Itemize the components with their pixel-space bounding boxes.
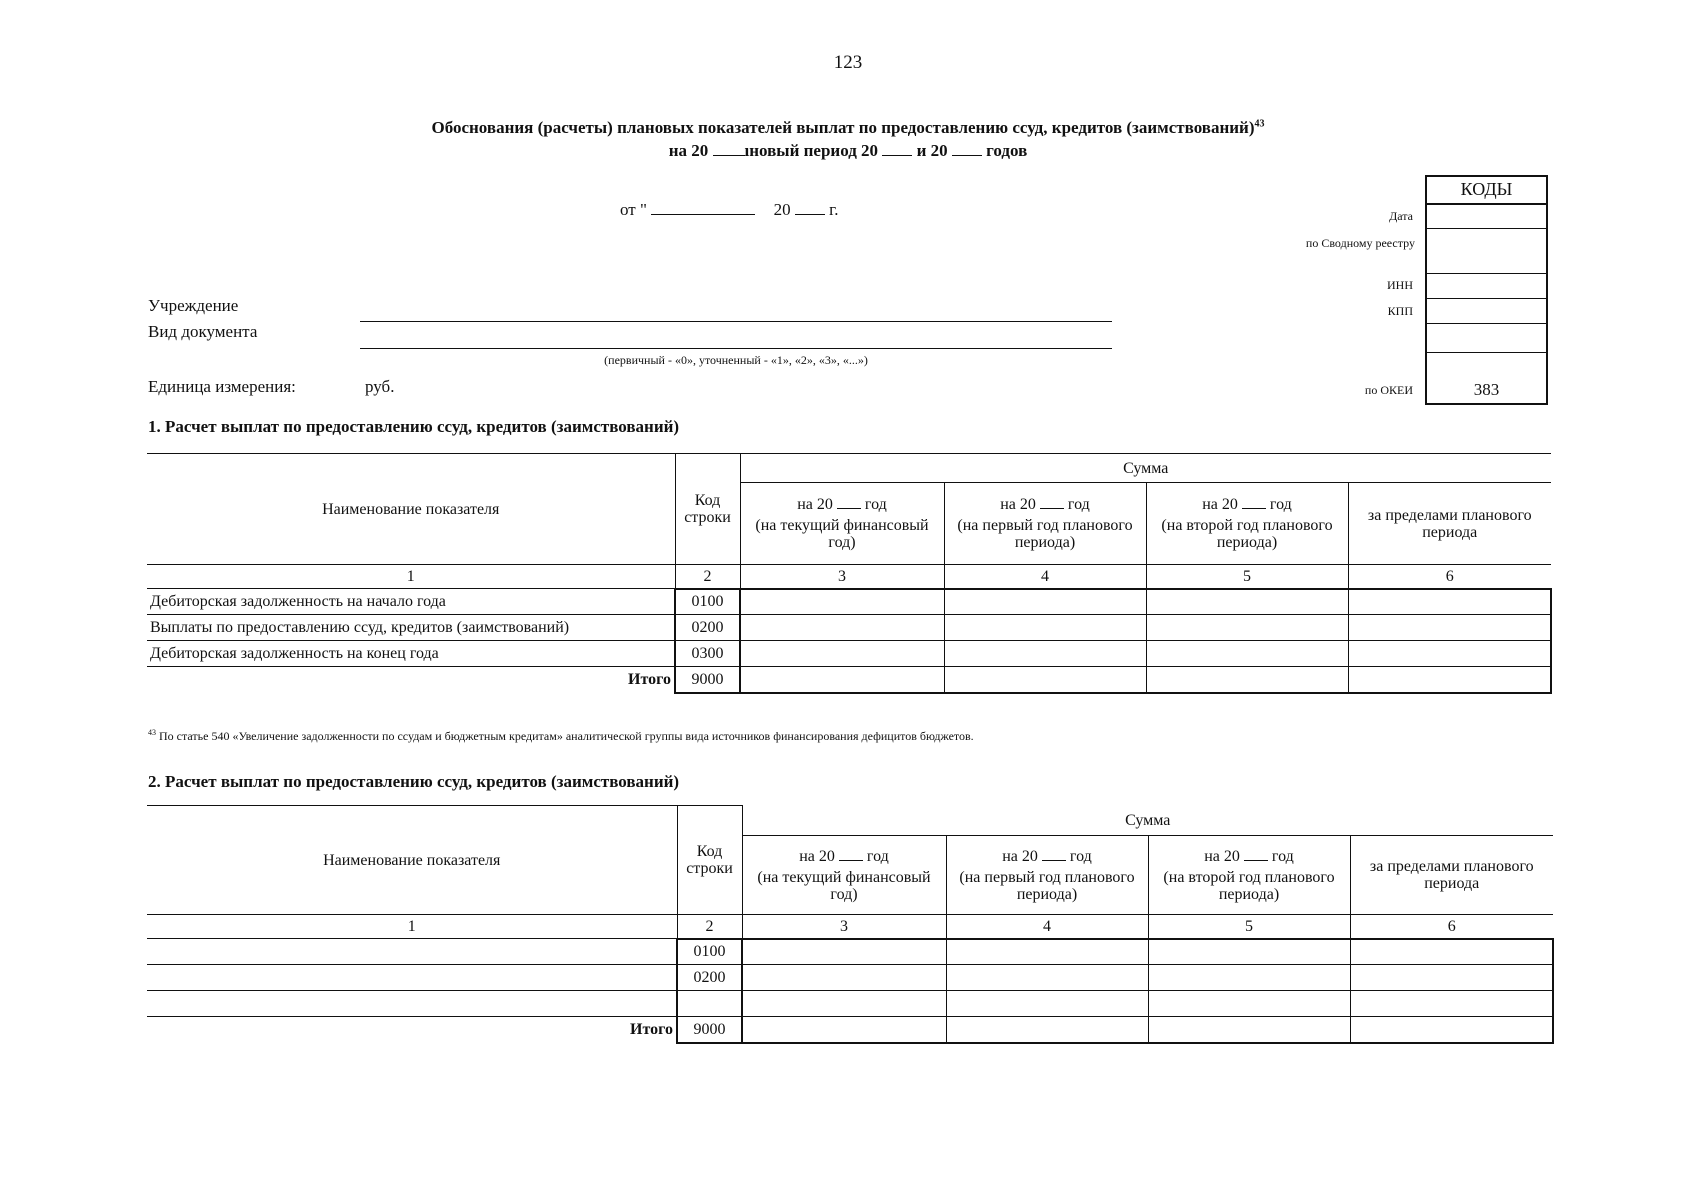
subtitle-part-3: и 20 (916, 141, 948, 160)
row-name: Дебиторская задолженность на начало года (147, 589, 675, 615)
header-col5-blank[interactable] (1242, 508, 1266, 509)
footnote-text: По статье 540 «Увеличение задолженности по ссудам и бюджетным кредитам» аналитической группы вида источников финансирования дефицитов бюджетов. (159, 729, 974, 743)
total-col3[interactable] (742, 1017, 946, 1043)
cell-col5[interactable] (1146, 641, 1348, 667)
total-col4[interactable] (946, 1017, 1148, 1043)
date-prefix: от " (620, 200, 647, 219)
cell-col5[interactable] (1148, 991, 1350, 1017)
header-col3-sub: (на текущий финансовый год) (755, 517, 929, 551)
label-kpp: КПП (1387, 304, 1413, 318)
header-name: Наименование показателя (147, 454, 675, 565)
cell-col4[interactable] (946, 965, 1148, 991)
table-row (147, 589, 1551, 615)
colnum-5: 5 (1148, 915, 1350, 939)
header-col5 (1146, 483, 1348, 565)
institution-field[interactable] (360, 321, 1112, 322)
total-col5[interactable] (1146, 667, 1348, 693)
header-col6: за пределами планового периода (1350, 836, 1553, 915)
cell-col5[interactable] (1146, 589, 1348, 615)
codes-cell-okei[interactable] (1427, 352, 1546, 353)
header-sum: Сумма (742, 806, 1553, 836)
cell-col4[interactable] (946, 991, 1148, 1017)
codes-header: КОДЫ (1460, 179, 1513, 199)
subtitle-part-1: на 20 (668, 141, 709, 160)
total-code: 9000 (675, 667, 740, 693)
year-blank-2[interactable] (882, 155, 912, 156)
header-col3-god: год (866, 847, 889, 865)
form-title (250, 118, 1446, 138)
colnum-6: 6 (1350, 915, 1553, 939)
cell-col6[interactable] (1348, 615, 1551, 641)
codes-cell-date[interactable] (1427, 203, 1546, 205)
header-col5-blank[interactable] (1244, 860, 1268, 861)
cell-col4[interactable] (944, 589, 1146, 615)
section1-table (147, 453, 1552, 694)
header-col5-sub: (на второй год планового периода) (1161, 517, 1333, 551)
row-name[interactable] (147, 991, 677, 1017)
cell-col4[interactable] (944, 641, 1146, 667)
form-title-text: Обоснования (расчеты) плановых показателей выплат по предоставлению ссуд, кредитов (заимствований) (431, 118, 1255, 137)
header-col4-sub: (на первый год планового периода) (957, 517, 1133, 551)
codes-box (1425, 175, 1548, 405)
unit-label: Единица измерения: (148, 377, 296, 396)
cell-col5[interactable] (1148, 939, 1350, 965)
codes-cell-kpp[interactable] (1427, 298, 1546, 299)
row-name: Дебиторская задолженность на конец года (147, 641, 675, 667)
footnote-mark: 43 (148, 728, 156, 737)
cell-col3[interactable] (742, 991, 946, 1017)
cell-col3[interactable] (742, 939, 946, 965)
form-subtitle (250, 141, 1446, 161)
colnum-3: 3 (740, 565, 944, 589)
okei-value: 383 (1473, 380, 1500, 399)
total-col6[interactable] (1348, 667, 1551, 693)
section2-table (147, 805, 1554, 1044)
header-code: Код строки (675, 454, 740, 565)
header-col6: за пределами планового периода (1348, 483, 1551, 565)
header-col3-na20: на 20 (799, 847, 835, 865)
total-code: 9000 (677, 1017, 742, 1043)
cell-col4[interactable] (944, 615, 1146, 641)
header-col4-blank[interactable] (1040, 508, 1064, 509)
table-row (147, 939, 1553, 965)
header-col4-na20: на 20 (1000, 496, 1036, 513)
year-blank-3[interactable] (952, 155, 982, 156)
cell-col6[interactable] (1350, 965, 1553, 991)
header-col3 (742, 836, 946, 915)
cell-col5[interactable] (1146, 615, 1348, 641)
header-col3-blank[interactable] (839, 860, 863, 861)
header-col3-na20: на 20 (797, 496, 833, 513)
header-col4 (946, 836, 1148, 915)
page-number: 123 (833, 52, 863, 73)
codes-cell-reestr[interactable] (1427, 228, 1546, 229)
unit-value: руб. (365, 377, 395, 396)
header-col4 (944, 483, 1146, 565)
header-col4-god: год (1067, 496, 1090, 513)
header-col5-sub: (на второй год планового периода) (1163, 868, 1335, 903)
colnum-1: 1 (147, 565, 675, 589)
header-name: Наименование показателя (147, 806, 677, 915)
codes-cell-inn[interactable] (1427, 273, 1546, 274)
cell-col6[interactable] (1350, 991, 1553, 1017)
header-col5-god: год (1271, 847, 1294, 865)
footnote (148, 728, 974, 744)
header-col3-god: год (864, 496, 887, 513)
subtitle-part-4: годов (986, 141, 1028, 160)
doc-type-field[interactable] (360, 348, 1112, 349)
cell-col6[interactable] (1348, 641, 1551, 667)
row-code: 0300 (675, 641, 740, 667)
cell-col3[interactable] (740, 589, 944, 615)
cell-col3[interactable] (742, 965, 946, 991)
colnum-4: 4 (944, 565, 1146, 589)
date-year-blank[interactable] (795, 214, 825, 215)
label-date: Дата (1389, 209, 1413, 223)
header-col5-god: год (1269, 496, 1292, 513)
section2-title: 2. Расчет выплат по предоставлению ссуд, кредитов (заимствований) (148, 772, 680, 791)
total-col6[interactable] (1350, 1017, 1553, 1043)
header-col3 (740, 483, 944, 565)
total-label: Итого (630, 1021, 673, 1039)
table-row (147, 615, 1551, 641)
row-code: 0200 (675, 615, 740, 641)
row-code: 0100 (677, 939, 742, 965)
year-blank-1[interactable] (713, 155, 745, 156)
header-col4-blank[interactable] (1042, 860, 1066, 861)
colnum-1: 1 (147, 915, 677, 939)
date-year-prefix: 20 (773, 200, 791, 219)
colnum-4: 4 (946, 915, 1148, 939)
codes-cell-doc[interactable] (1427, 323, 1546, 324)
row-code: 0100 (675, 589, 740, 615)
cell-col4[interactable] (946, 939, 1148, 965)
header-code: Код строки (677, 806, 742, 915)
header-col3-blank[interactable] (837, 508, 861, 509)
table-row (147, 991, 1553, 1017)
colnum-6: 6 (1348, 565, 1551, 589)
header-col4-na20: на 20 (1002, 847, 1038, 865)
colnum-5: 5 (1146, 565, 1348, 589)
row-name[interactable] (147, 965, 677, 991)
header-col5-na20: на 20 (1202, 496, 1238, 513)
total-col5[interactable] (1148, 1017, 1350, 1043)
header-col5 (1148, 836, 1350, 915)
cell-col3[interactable] (740, 641, 944, 667)
total-col3[interactable] (740, 667, 944, 693)
row-name: Выплаты по предоставлению ссуд, кредитов (заимствований) (147, 615, 675, 641)
row-code: 0200 (677, 965, 742, 991)
colnum-2: 2 (675, 565, 740, 589)
date-line (620, 200, 838, 220)
header-col4-god: год (1069, 847, 1092, 865)
colnum-2: 2 (677, 915, 742, 939)
date-g: г. (829, 200, 839, 219)
cell-col6[interactable] (1350, 939, 1553, 965)
date-blank[interactable] (651, 214, 755, 215)
header-col4-sub: (на первый год планового периода) (959, 868, 1135, 903)
label-reestr: по Сводному реестру (1305, 236, 1415, 250)
header-sum: Сумма (740, 454, 1551, 483)
label-okei: по ОКЕИ (1364, 383, 1413, 397)
cell-col6[interactable] (1348, 589, 1551, 615)
row-code (677, 991, 742, 1017)
table-row-total (147, 1017, 1553, 1043)
total-col4[interactable] (944, 667, 1146, 693)
header-col3-sub: (на текущий финансовый год) (757, 868, 931, 903)
colnum-3: 3 (742, 915, 946, 939)
cell-col5[interactable] (1148, 965, 1350, 991)
table-row (147, 641, 1551, 667)
section1-title: 1. Расчет выплат по предоставлению ссуд, кредитов (заимствований) (148, 417, 680, 436)
label-inn: ИНН (1387, 278, 1413, 292)
cell-col3[interactable] (740, 615, 944, 641)
table-row-total (147, 667, 1551, 693)
table-row (147, 965, 1553, 991)
doc-type-hint: (первичный - «0», уточненный - «1», «2», «3», «...») (604, 353, 868, 367)
subtitle-part-2: ıновый период 20 (744, 141, 879, 160)
doc-type-label: Вид документа (148, 322, 258, 341)
header-col5-na20: на 20 (1204, 847, 1240, 865)
row-name[interactable] (147, 939, 677, 965)
footnote-ref: 43 (1254, 118, 1265, 130)
institution-label: Учреждение (148, 296, 239, 315)
total-label: Итого (628, 671, 671, 689)
